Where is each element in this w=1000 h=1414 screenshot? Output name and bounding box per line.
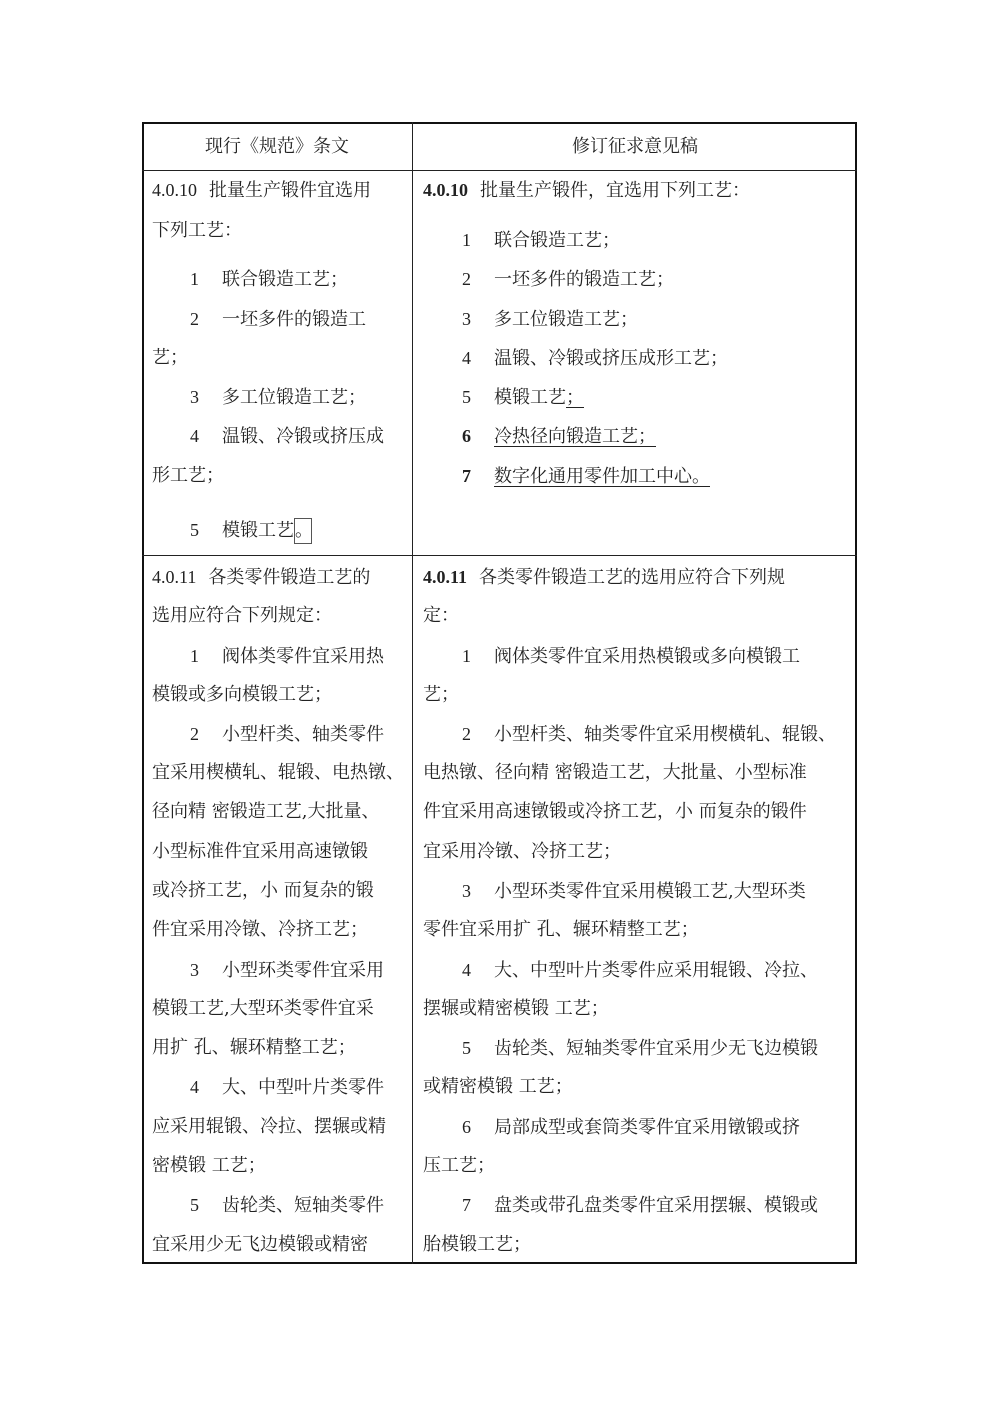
left-clause-line <box>152 1035 356 1061</box>
right-clause-line <box>462 306 638 332</box>
right-clause-line <box>423 799 807 825</box>
item-number: 4 <box>462 960 471 980</box>
item-number: 1 <box>462 646 471 666</box>
item-number: 4 <box>190 1077 199 1097</box>
clause-text: 数字化通用零件加工中心。 <box>494 466 710 487</box>
clause-text: 用扩 孔、辗环精整工艺； <box>152 1037 356 1058</box>
left-clause-line <box>152 1153 266 1179</box>
left-clause-line <box>190 423 384 449</box>
clause-text: 大、中型叶片类零件 <box>222 1077 384 1098</box>
left-clause-line <box>190 306 366 332</box>
clause-number: 4.0.10 <box>423 180 468 200</box>
clause-text: 批量生产锻件宜选用 <box>209 180 371 201</box>
clause-text: 小型环类零件宜采用 <box>222 960 384 981</box>
item-number: 2 <box>462 269 471 289</box>
item-number: 2 <box>190 309 199 329</box>
right-clause-line <box>423 760 807 786</box>
left-clause-line <box>190 384 366 410</box>
item-number: 5 <box>190 520 199 540</box>
item-number: 3 <box>462 309 471 329</box>
left-clause-line <box>190 957 384 983</box>
clause-text: 一坯多件的锻造工艺； <box>494 269 674 290</box>
right-clause-line <box>462 721 836 747</box>
right-clause-line <box>423 177 750 203</box>
clause-text: 电热镦、径向精 密锻造工艺，大批量、小型标准 <box>423 762 807 783</box>
header-divider <box>142 170 857 171</box>
clause-text: 艺； <box>152 347 188 368</box>
left-clause-line <box>152 564 370 590</box>
item-number: 1 <box>190 269 199 289</box>
clause-text: 多工位锻造工艺； <box>494 309 638 330</box>
header-current-code: 现行《规范》条文 <box>205 136 349 157</box>
clause-number: 4.0.10 <box>152 180 197 200</box>
clause-text: 压工艺； <box>423 1155 495 1176</box>
right-clause-line <box>423 1074 573 1100</box>
clause-number: 4.0.11 <box>152 567 197 587</box>
clause-text: 径向精 密锻造工艺,大批量、 <box>152 801 380 822</box>
left-clause-line <box>152 878 374 904</box>
clause-text: 齿轮类、短轴类零件 <box>222 1195 384 1216</box>
right-clause-line <box>462 384 584 410</box>
right-clause-line <box>423 603 459 629</box>
clause-text: 零件宜采用扩 孔、辗环精整工艺； <box>423 919 699 940</box>
row-divider <box>142 555 857 556</box>
left-clause-line <box>152 218 242 244</box>
right-clause-line <box>462 463 710 489</box>
item-number: 7 <box>462 1195 471 1215</box>
right-clause-line <box>462 345 728 371</box>
left-clause-line <box>152 760 404 786</box>
header-revision-draft: 修订征求意见稿 <box>572 136 698 157</box>
left-clause-line <box>152 682 332 708</box>
right-clause-line <box>462 878 806 904</box>
item-number: 1 <box>190 646 199 666</box>
left-clause-line <box>190 1192 384 1218</box>
column-divider <box>412 122 413 1264</box>
clause-text: 冷热径向锻造工艺； <box>494 426 656 447</box>
item-number: 4 <box>190 426 199 446</box>
clause-text: 局部成型或套筒类零件宜采用镦锻或挤 <box>494 1117 800 1138</box>
item-number: 1 <box>462 230 471 250</box>
clause-text: 小型环类零件宜采用模锻工艺,大型环类 <box>494 881 806 902</box>
clause-text: 摆辗或精密模锻 工艺； <box>423 998 609 1019</box>
right-clause-line <box>462 1114 800 1140</box>
right-clause-line <box>423 682 459 708</box>
item-number: 6 <box>462 1117 471 1137</box>
clause-text: 模锻工艺 <box>222 520 294 541</box>
clause-text: 胎模锻工艺； <box>423 1234 531 1255</box>
clause-text: 阀体类零件宜采用热 <box>222 646 384 667</box>
clause-text: 模锻工艺 <box>494 387 566 408</box>
right-clause-line <box>423 839 621 865</box>
left-clause-line <box>152 917 368 943</box>
clause-text: 各类零件锻造工艺的 <box>208 567 371 588</box>
item-number: 3 <box>190 960 199 980</box>
clause-text: 多工位锻造工艺； <box>222 387 366 408</box>
clause-text: 温锻、冷锻或挤压成 <box>222 426 384 447</box>
right-clause-line <box>423 1153 495 1179</box>
left-clause-line <box>152 345 188 371</box>
clause-text: 艺； <box>423 684 459 705</box>
right-clause-line <box>423 996 609 1022</box>
clause-text: 小型标准件宜采用高速镦锻 <box>152 841 368 862</box>
right-clause-line <box>423 1232 531 1258</box>
right-clause-line <box>423 564 785 590</box>
inserted-text: ； <box>566 387 584 408</box>
clause-text: 联合锻造工艺； <box>222 269 348 290</box>
clause-text: 宜采用楔横轧、辊锻、电热镦、 <box>152 762 404 783</box>
clause-text: 或精密模锻 工艺； <box>423 1076 573 1097</box>
item-number: 7 <box>462 466 471 486</box>
clause-text: 盘类或带孔盘类零件宜采用摆辗、模锻或 <box>494 1195 818 1216</box>
item-number: 2 <box>462 724 471 744</box>
item-number: 4 <box>462 348 471 368</box>
right-clause-line <box>462 423 656 449</box>
clause-text: 宜采用冷镦、冷挤工艺； <box>423 841 621 862</box>
clause-text: 或冷挤工艺，小 而复杂的锻 <box>152 880 374 901</box>
left-clause-line <box>152 603 332 629</box>
right-clause-line <box>462 957 818 983</box>
right-clause-line <box>462 266 674 292</box>
right-clause-line <box>462 1192 818 1218</box>
clause-text: 大、中型叶片类零件应采用辊锻、冷拉、 <box>494 960 818 981</box>
left-clause-line <box>152 1114 386 1140</box>
clause-text: 联合锻造工艺； <box>494 230 620 251</box>
clause-text: 小型杆类、轴类零件 <box>222 724 384 745</box>
left-clause-line <box>152 177 371 203</box>
clause-number: 4.0.11 <box>423 567 468 587</box>
clause-text: 一坯多件的锻造工 <box>222 309 366 330</box>
clause-text: 小型杆类、轴类零件宜采用楔横轧、辊锻、 <box>494 724 836 745</box>
clause-text: 各类零件锻造工艺的选用应符合下列规 <box>479 567 786 588</box>
clause-text: 模锻工艺,大型环类零件宜采 <box>152 998 374 1019</box>
left-clause-line <box>152 463 224 489</box>
item-number: 5 <box>462 1038 471 1058</box>
item-number: 3 <box>462 881 471 901</box>
item-number: 5 <box>462 387 471 407</box>
item-number: 3 <box>190 387 199 407</box>
clause-text: 宜采用少无飞边模锻或精密 <box>152 1234 368 1255</box>
left-clause-line <box>190 266 348 292</box>
clause-text: 批量生产锻件，宜选用下列工艺： <box>480 180 750 201</box>
clause-text: 密模锻 工艺； <box>152 1155 266 1176</box>
left-clause-line <box>190 643 384 669</box>
left-clause-line <box>190 517 312 543</box>
left-clause-line <box>152 839 368 865</box>
clause-text: 件宜采用高速镦锻或冷挤工艺，小 而复杂的锻件 <box>423 801 807 822</box>
clause-text: 形工艺； <box>152 465 224 486</box>
left-clause-line <box>152 996 374 1022</box>
right-clause-line <box>462 1035 818 1061</box>
clause-text: 应采用辊锻、冷拉、摆辗或精 <box>152 1116 386 1137</box>
clause-text: 件宜采用冷镦、冷挤工艺； <box>152 919 368 940</box>
right-clause-line <box>462 643 800 669</box>
clause-text: 阀体类零件宜采用热模锻或多向模锻工 <box>494 646 800 667</box>
clause-text: 定： <box>423 605 459 626</box>
right-clause-line <box>462 227 620 253</box>
clause-text: 齿轮类、短轴类零件宜采用少无飞边模锻 <box>494 1038 818 1059</box>
item-number: 5 <box>190 1195 199 1215</box>
clause-text: 温锻、冷锻或挤压成形工艺； <box>494 348 728 369</box>
left-clause-line <box>190 1074 384 1100</box>
left-clause-line <box>152 1232 368 1258</box>
clause-text: 选用应符合下列规定： <box>152 605 332 626</box>
clause-text: 模锻或多向模锻工艺； <box>152 684 332 705</box>
item-number: 2 <box>190 724 199 744</box>
deleted-mark: 。 <box>294 518 312 544</box>
right-clause-line <box>423 917 699 943</box>
left-clause-line <box>190 721 384 747</box>
clause-text: 下列工艺： <box>152 220 242 241</box>
left-clause-line <box>152 799 379 825</box>
item-number: 6 <box>462 426 471 446</box>
